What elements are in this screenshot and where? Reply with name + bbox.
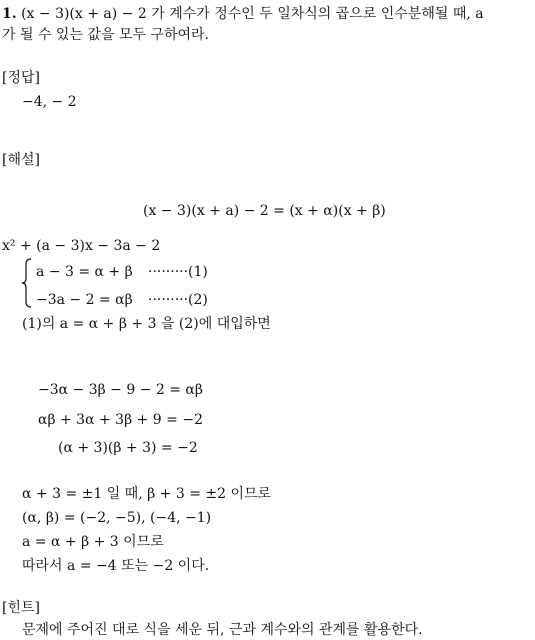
answer-header: [정답]	[2, 70, 40, 86]
solution-expansion: x² + (a − 3)x − 3a − 2	[2, 238, 161, 254]
problem-line-2: 가 될 수 있는 값을 모두 구하여라.	[2, 27, 209, 43]
system-tag-1: ·········(1)	[148, 264, 208, 280]
problem-text-1: (x − 3)(x + a) − 2 가 계수가 정수인 두 일차식의 곱으로 인수분해될 때, a	[21, 6, 484, 22]
system-tag-2: ·········(2)	[148, 292, 208, 308]
problem-line-1	[2, 4, 484, 24]
pairs-line: (α, β) = (−2, −5), (−4, −1)	[22, 510, 212, 526]
substitution-line: (1)의 a = α + β + 3 을 (2)에 대입하면	[22, 316, 271, 332]
system-brace	[22, 258, 32, 308]
solution-center-equation: (x − 3)(x + a) − 2 = (x + α)(x + β)	[143, 203, 386, 219]
system-equation-2: −3a − 2 = αβ	[36, 292, 133, 308]
a-formula-line: a = α + β + 3 이므로	[22, 534, 164, 550]
answer-value: −4, − 2	[22, 94, 77, 110]
conclusion-line: 따라서 a = −4 또는 −2 이다.	[22, 558, 210, 574]
step-2: αβ + 3α + 3β + 9 = −2	[38, 412, 203, 428]
step-3: (α + 3)(β + 3) = −2	[58, 440, 198, 456]
problem-number: 1.	[2, 6, 17, 22]
step-1: −3α − 3β − 9 − 2 = αβ	[38, 382, 203, 398]
hint-header: [힌트]	[2, 600, 40, 616]
system-equation-1: a − 3 = α + β	[36, 264, 133, 280]
cases-line: α + 3 = ±1 일 때, β + 3 = ±2 이므로	[22, 486, 272, 502]
solution-header: [해설]	[2, 152, 40, 168]
hint-text: 문제에 주어진 대로 식을 세운 뒤, 근과 계수와의 관계를 활용한다.	[22, 622, 423, 638]
